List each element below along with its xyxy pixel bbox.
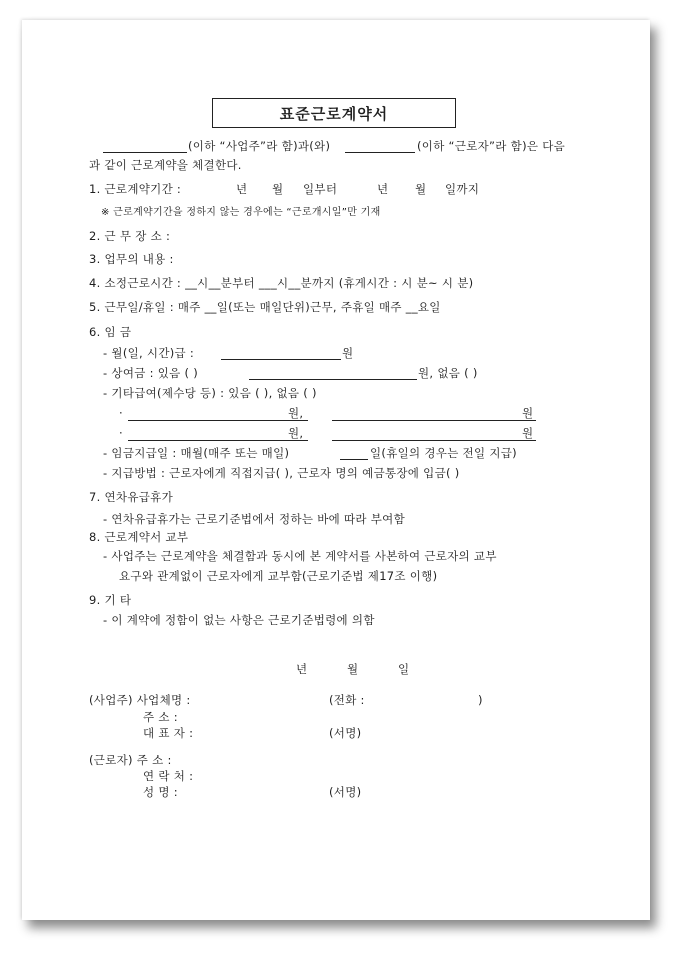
s6-monthly-blank bbox=[221, 359, 341, 360]
s7-body: - 연차유급휴가는 근로기준법에서 정하는 바에 따라 부여함 bbox=[103, 512, 405, 526]
s6-payday: - 임금지급일 : 매월(매주 또는 매일) bbox=[103, 446, 290, 460]
employee-name: 성 명 : bbox=[143, 785, 178, 799]
date-day: 일 bbox=[398, 662, 410, 676]
section-7-heading: 7. 연차유급휴가 bbox=[89, 490, 173, 504]
employer-rep: 대 표 자 : bbox=[143, 726, 194, 740]
contract-page bbox=[22, 20, 650, 920]
s1-from: 일부터 bbox=[303, 182, 338, 196]
employee-sign: (서명) bbox=[329, 785, 362, 799]
employee-blank bbox=[345, 152, 415, 153]
s6-bonus-blank bbox=[249, 379, 417, 380]
employer-sign: (서명) bbox=[329, 726, 362, 740]
employee-contact: 연 락 처 : bbox=[143, 769, 194, 783]
s1-month1: 월 bbox=[272, 182, 284, 196]
s6-other-won-3: 원, bbox=[288, 426, 304, 440]
employer-address: 주 소 : bbox=[143, 710, 178, 724]
section-4-heading: 4. 소정근로시간 : __시__분부터 ___시__분까지 (휴게시간 : 시 분~ 시 분) bbox=[89, 276, 474, 290]
s8-body-1: - 사업주는 근로계약을 체결함과 동시에 본 계약서를 사본하여 근로자의 교부 bbox=[103, 549, 497, 563]
employer-phone-close: ) bbox=[478, 693, 483, 707]
employer-blank bbox=[103, 152, 187, 153]
intro-employer-ref: (이하 “사업주”라 함)과(와) bbox=[188, 139, 331, 153]
s6-bonus: - 상여금 : 있음 ( ) bbox=[103, 366, 199, 380]
document-title: 표준근로계약서 bbox=[212, 98, 456, 128]
employer-label: (사업주) 사업체명 : bbox=[89, 693, 191, 707]
intro-line2: 과 같이 근로계약을 체결한다. bbox=[89, 158, 242, 172]
s6-other: - 기타급여(제수당 등) : 있음 ( ), 없음 ( ) bbox=[103, 386, 317, 400]
s1-year1: 년 bbox=[236, 182, 248, 196]
section-9-heading: 9. 기 타 bbox=[89, 593, 132, 607]
s6-method: - 지급방법 : 근로자에게 직접지급( ), 근로자 명의 예금통장에 입금( ) bbox=[103, 466, 460, 480]
s6-other-won-1: 원, bbox=[288, 406, 304, 420]
s6-other-blank-3 bbox=[128, 440, 308, 441]
s6-other-won-2: 원 bbox=[522, 406, 534, 420]
section-5-heading: 5. 근무일/휴일 : 매주 __일(또는 매일단위)근무, 주휴일 매주 __요일 bbox=[89, 300, 441, 314]
s6-monthly-won: 원 bbox=[342, 346, 354, 360]
section-6-heading: 6. 임 금 bbox=[89, 325, 132, 339]
s1-year2: 년 bbox=[377, 182, 389, 196]
section-2-heading: 2. 근 무 장 소 : bbox=[89, 229, 171, 243]
section-3-heading: 3. 업무의 내용 : bbox=[89, 252, 174, 266]
s6-bullet-1: · bbox=[119, 406, 123, 420]
s6-other-blank-4 bbox=[332, 440, 536, 441]
s6-bonus-tail: 원, 없음 ( ) bbox=[418, 366, 478, 380]
section-1-note: ※ 근로계약기간을 정하지 않는 경우에는 “근로개시일”만 기재 bbox=[101, 207, 381, 218]
employer-phone: (전화 : bbox=[329, 693, 365, 707]
section-1-heading: 1. 근로계약기간 : bbox=[89, 182, 182, 196]
intro-employee-ref: (이하 “근로자”라 함)은 다음 bbox=[417, 139, 566, 153]
section-8-heading: 8. 근로계약서 교부 bbox=[89, 530, 189, 544]
s6-payday-blank bbox=[340, 459, 368, 460]
date-year: 년 bbox=[296, 662, 308, 676]
employee-label: (근로자) 주 소 : bbox=[89, 753, 172, 767]
s6-bullet-2: · bbox=[119, 426, 123, 440]
s1-month2: 월 bbox=[415, 182, 427, 196]
s9-body: - 이 계약에 정함이 없는 사항은 근로기준법령에 의함 bbox=[103, 613, 375, 627]
s6-payday-tail: 일(휴일의 경우는 전일 지급) bbox=[370, 446, 517, 460]
s6-other-won-4: 원 bbox=[522, 426, 534, 440]
s6-monthly: - 월(일, 시간)급 : bbox=[103, 346, 195, 360]
s6-other-blank-2 bbox=[332, 420, 536, 421]
s1-to: 일까지 bbox=[445, 182, 480, 196]
s6-other-blank-1 bbox=[128, 420, 308, 421]
date-month: 월 bbox=[347, 662, 359, 676]
s8-body-2: 요구와 관계없이 근로자에게 교부함(근로기준법 제17조 이행) bbox=[119, 569, 438, 583]
